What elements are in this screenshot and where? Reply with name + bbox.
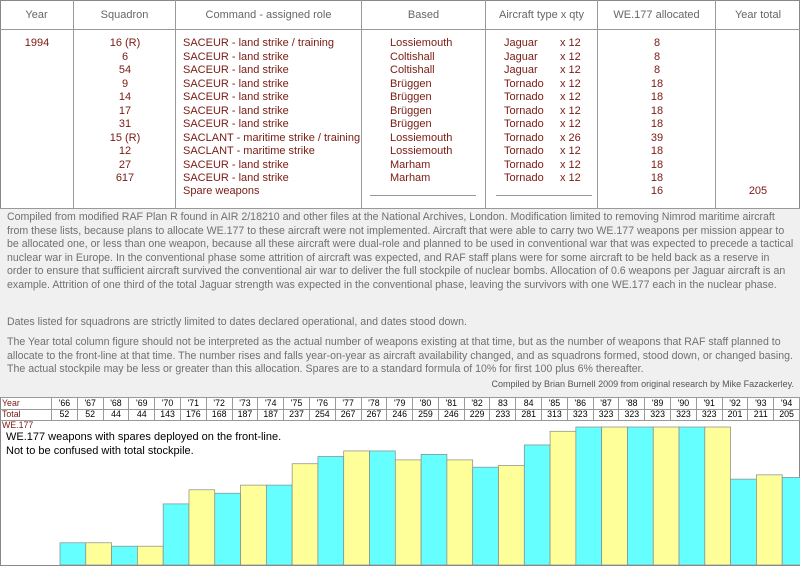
year-cell: '76 bbox=[310, 398, 336, 409]
aircraft-type-cell: Tornado bbox=[504, 145, 544, 157]
based-cell: Coltishall bbox=[390, 50, 435, 63]
total-cell: 313 bbox=[542, 409, 568, 420]
aircraft-type-cell: Tornado bbox=[504, 172, 544, 184]
aircraft-qty-cell: x 12 bbox=[560, 50, 581, 63]
allocated-cell: 18 bbox=[650, 104, 664, 117]
based-cell: Marham bbox=[390, 172, 431, 184]
total-cell: 267 bbox=[336, 409, 362, 420]
total-cell: 246 bbox=[439, 409, 465, 420]
chart-caption-line-1: WE.177 weapons with spares deployed on the front-line. bbox=[6, 431, 282, 443]
based-cell: Coltishall bbox=[390, 64, 435, 76]
aircraft-qty-cell: x 12 bbox=[560, 172, 581, 184]
year-cell: '79 bbox=[387, 398, 413, 409]
aircraft-qty-cell: x 12 bbox=[560, 77, 581, 90]
allocated-cell: 18 bbox=[650, 77, 664, 90]
total-cell: 187 bbox=[233, 409, 259, 420]
aircraft-type-cell: Jaguar bbox=[504, 50, 538, 63]
total-cell: 44 bbox=[129, 409, 155, 420]
based-cell: Lossiemouth bbox=[390, 145, 453, 157]
year-cell: '94 bbox=[774, 398, 800, 409]
aircraft-qty-cell: x 12 bbox=[560, 104, 581, 117]
year-cell: '71 bbox=[181, 398, 207, 409]
year-cell: '74 bbox=[258, 398, 284, 409]
total-cell: 323 bbox=[568, 409, 594, 420]
year-cell: '87 bbox=[594, 398, 620, 409]
aircraft-type-cell: Tornado bbox=[504, 91, 544, 103]
total-cell: 229 bbox=[465, 409, 491, 420]
total-cell: 176 bbox=[181, 409, 207, 420]
aircraft-type-cell: Tornado bbox=[504, 158, 544, 171]
allocated-cell: 8 bbox=[653, 64, 661, 76]
table-year: 1994 bbox=[24, 37, 50, 49]
year-cell: '93 bbox=[748, 398, 774, 409]
squadron-cell: 31 bbox=[118, 118, 132, 130]
year-total-value: 205 bbox=[748, 185, 768, 197]
total-cell: 254 bbox=[310, 409, 336, 420]
total-cell: 52 bbox=[52, 409, 78, 420]
based-cell: Lossiemouth bbox=[390, 131, 453, 144]
aircraft-qty-cell: x 12 bbox=[560, 145, 581, 157]
aircraft-qty-cell: x 12 bbox=[560, 91, 581, 103]
command-cell: SACEUR - land strike bbox=[183, 104, 289, 117]
header-year: Year bbox=[0, 0, 74, 30]
total-cell: 201 bbox=[723, 409, 749, 420]
aircraft-qty-cell: x 12 bbox=[560, 64, 581, 76]
header-based: Based bbox=[362, 0, 486, 30]
squadron-cell: 27 bbox=[118, 158, 132, 171]
col-year bbox=[0, 30, 74, 208]
credit-line: Compiled by Brian Burnell 2009 from original research by Mike Fazackerley. bbox=[491, 379, 794, 389]
notes-paragraph-2: Dates listed for squadrons are strictly limited to dates declared operational, and dates stood down. bbox=[7, 316, 467, 328]
squadron-cell: 617 bbox=[115, 172, 135, 184]
aircraft-type-cell: Tornado bbox=[504, 118, 544, 130]
squadron-cell: 12 bbox=[118, 145, 132, 157]
allocated-cell: 18 bbox=[650, 172, 664, 184]
aircraft-type-cell: Tornado bbox=[504, 131, 544, 144]
year-cell: 84 bbox=[516, 398, 542, 409]
year-cell: '75 bbox=[284, 398, 310, 409]
squadron-cell: 9 bbox=[121, 77, 129, 90]
year-cell: 83 bbox=[490, 398, 516, 409]
year-cell: '81 bbox=[439, 398, 465, 409]
total-cell: 259 bbox=[413, 409, 439, 420]
aircraft-type-cell: Tornado bbox=[504, 77, 544, 90]
total-cell: 211 bbox=[748, 409, 774, 420]
total-cell: 52 bbox=[78, 409, 104, 420]
year-cell: '90 bbox=[671, 398, 697, 409]
total-cell: 323 bbox=[594, 409, 620, 420]
total-row-label: Total WE.177 bbox=[0, 409, 52, 420]
year-cell: '77 bbox=[336, 398, 362, 409]
based-cell: Lossiemouth bbox=[390, 37, 453, 49]
command-cell: SACLANT - maritime strike bbox=[183, 145, 315, 157]
total-cell: 323 bbox=[671, 409, 697, 420]
total-cell: 168 bbox=[207, 409, 233, 420]
based-cell: Brüggen bbox=[390, 104, 432, 117]
year-row-label: Year bbox=[0, 398, 52, 409]
year-cell: '92 bbox=[723, 398, 749, 409]
aircraft-qty-cell: x 12 bbox=[560, 118, 581, 130]
spare-weapons-label: Spare weapons bbox=[183, 185, 260, 197]
header-squadron: Squadron bbox=[74, 0, 176, 30]
aircraft-type-cell: Jaguar bbox=[504, 37, 538, 49]
year-cell: '68 bbox=[104, 398, 130, 409]
command-cell: SACEUR - land strike bbox=[183, 64, 289, 76]
aircraft-qty-cell: x 26 bbox=[560, 131, 581, 144]
spare-weapons-allocated: 16 bbox=[650, 185, 664, 197]
total-cell: 233 bbox=[490, 409, 516, 420]
total-cell: 267 bbox=[362, 409, 388, 420]
year-cell: '66 bbox=[52, 398, 78, 409]
total-cell: 246 bbox=[387, 409, 413, 420]
year-cell: '85 bbox=[542, 398, 568, 409]
command-cell: SACEUR - land strike bbox=[183, 50, 289, 63]
year-cell: '72 bbox=[207, 398, 233, 409]
total-cell: 143 bbox=[155, 409, 181, 420]
based-cell: Marham bbox=[390, 158, 431, 171]
command-cell: SACEUR - land strike bbox=[183, 77, 289, 90]
year-cell: '82 bbox=[465, 398, 491, 409]
year-cell: '73 bbox=[233, 398, 259, 409]
allocated-cell: 18 bbox=[650, 118, 664, 130]
aircraft-type-cell: Jaguar bbox=[504, 64, 538, 76]
squadron-cell: 15 (R) bbox=[109, 131, 141, 144]
squadron-cell: 6 bbox=[121, 50, 129, 63]
total-cell: 323 bbox=[645, 409, 671, 420]
command-cell: SACEUR - land strike bbox=[183, 158, 289, 171]
command-cell: SACEUR - land strike bbox=[183, 118, 289, 130]
squadron-cell: 54 bbox=[118, 64, 132, 76]
command-cell: SACEUR - land strike bbox=[183, 91, 289, 103]
total-cell: 323 bbox=[697, 409, 723, 420]
chart-caption-line-2: Not to be confused with total stockpile. bbox=[6, 445, 194, 457]
squadron-cell: 16 (R) bbox=[109, 37, 141, 49]
command-cell: SACLANT - maritime strike / training bbox=[183, 131, 361, 144]
command-cell: SACEUR - land strike bbox=[183, 172, 289, 184]
year-cell: '67 bbox=[78, 398, 104, 409]
year-cell: '78 bbox=[362, 398, 388, 409]
header-year-total: Year total bbox=[716, 0, 800, 30]
year-cell: '70 bbox=[155, 398, 181, 409]
total-cell: 187 bbox=[258, 409, 284, 420]
total-cell: 237 bbox=[284, 409, 310, 420]
year-cell: '88 bbox=[619, 398, 645, 409]
header-aircraft: Aircraft type x qty bbox=[486, 0, 598, 30]
total-cell: 44 bbox=[104, 409, 130, 420]
total-cell: 281 bbox=[516, 409, 542, 420]
year-cell: '89 bbox=[645, 398, 671, 409]
allocated-cell: 39 bbox=[650, 131, 664, 144]
aircraft-qty-cell: x 12 bbox=[560, 37, 581, 49]
based-cell: Brüggen bbox=[390, 77, 432, 90]
based-cell: Brüggen bbox=[390, 118, 432, 130]
allocated-cell: 18 bbox=[650, 91, 664, 103]
allocated-cell: 8 bbox=[653, 37, 661, 49]
notes-paragraph-3: The Year total column figure should not be interpreted as the actual number of weapons existing at that time, but as the number of weapons that RAF staff planned to allocate to the front-line at that time. The number rises and falls year-on-year as aircraft availability changed, and as squadrons formed, stood down, or changed basing. The actual stockpile may be less or greater than this allocation. Spares are to a standard formula of 10% for first 100 plus 6% thereafter. bbox=[7, 336, 793, 375]
total-cell: 205 bbox=[774, 409, 800, 420]
aircraft-underline bbox=[496, 195, 592, 196]
total-cell: 323 bbox=[619, 409, 645, 420]
notes-panel bbox=[0, 208, 800, 398]
year-cell: '80 bbox=[413, 398, 439, 409]
header-command: Command - assigned role bbox=[176, 0, 362, 30]
notes-paragraph-1: Compiled from modified RAF Plan R found in AIR 2/18210 and other files at the National Archives, London. Modification limited to removing Nimrod maritime aircraft from these lists, because plans to allocate WE.177 to these aircraft were not implemented. Aircraft that were able to carry two WE.177 weapons per mission appear to be allocated one, or less than one weapon, because all these aircraft were dual-role and planned to be used in conventional war that was expected to precede a tactical nuclear war in Europe. In the conventional phase some attrition of aircraft was expected, and RAF staff plans were for some aircraft to be held back as a reserve in order to ensure that sufficient aircraft survived the conventional air war to deliver the full stockpile of nuclear bombs. Allocation of 0.6 weapons per Jaguar aircraft is an example. Attrition of one third of the total Jaguar strength was expected in the conventional phase, leaving the survivors with one WE.177 each in the nuclear phase. bbox=[7, 211, 794, 291]
squadron-cell: 17 bbox=[118, 104, 132, 117]
aircraft-qty-cell: x 12 bbox=[560, 158, 581, 171]
header-allocated: WE.177 allocated bbox=[598, 0, 716, 30]
year-cell: '91 bbox=[697, 398, 723, 409]
based-underline bbox=[370, 195, 476, 196]
allocated-cell: 18 bbox=[650, 145, 664, 157]
aircraft-type-cell: Tornado bbox=[504, 104, 544, 117]
squadron-cell: 14 bbox=[118, 91, 132, 103]
based-cell: Brüggen bbox=[390, 91, 432, 103]
allocated-cell: 18 bbox=[650, 158, 664, 171]
command-cell: SACEUR - land strike / training bbox=[183, 37, 334, 49]
allocated-cell: 8 bbox=[653, 50, 661, 63]
year-cell: '69 bbox=[129, 398, 155, 409]
total-row bbox=[0, 409, 800, 430]
year-cell: '86 bbox=[568, 398, 594, 409]
